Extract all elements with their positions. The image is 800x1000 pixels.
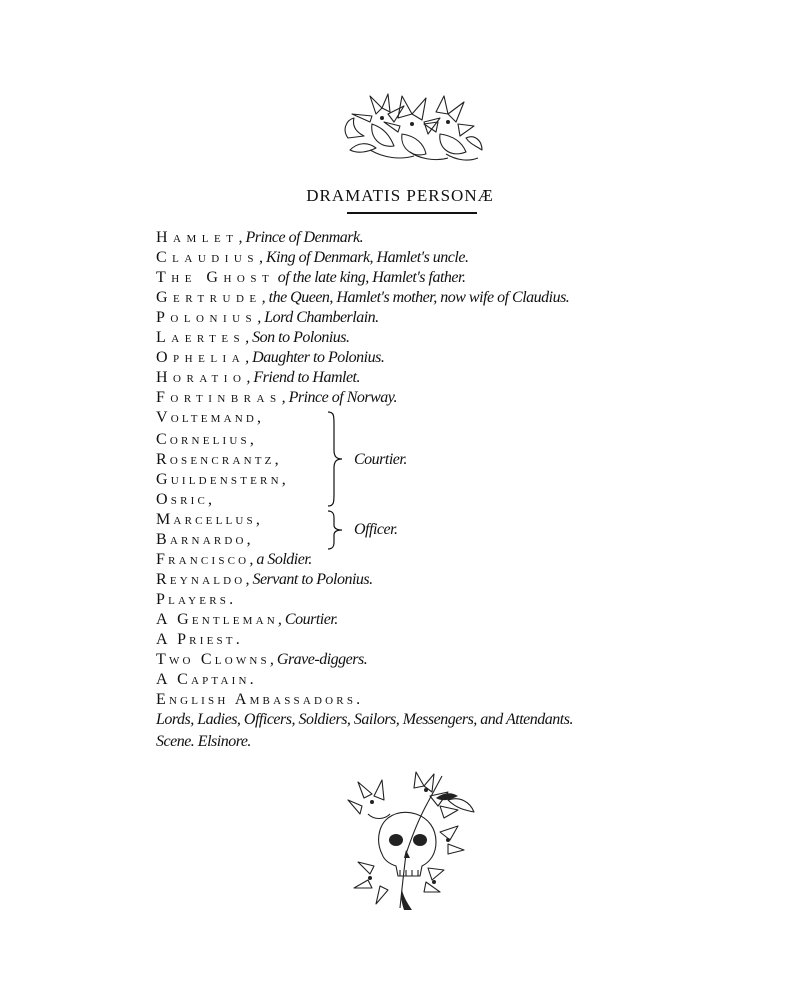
character-entry	[156, 328, 350, 348]
character-entry	[156, 550, 312, 570]
character-entry	[156, 490, 215, 510]
character-entry	[156, 470, 289, 490]
character-entry	[156, 368, 360, 388]
character-name: Osric,	[156, 491, 216, 508]
lily-flowers-ornament	[340, 92, 486, 166]
character-entry	[156, 288, 569, 308]
character-description: , Grave-diggers.	[269, 651, 368, 668]
character-description: , a Soldier.	[249, 551, 312, 568]
character-name: Laertes	[156, 329, 246, 346]
character-name: Polonius	[156, 309, 258, 326]
character-description: , Lord Chamberlain.	[257, 309, 379, 326]
character-name: The Ghost	[156, 269, 275, 286]
character-name: Players.	[156, 591, 237, 608]
character-entry	[156, 650, 367, 670]
courtiers-brace	[326, 410, 348, 508]
character-name: Voltemand,	[156, 409, 265, 426]
character-description: , Courtier.	[277, 611, 338, 628]
character-name: English Ambassadors.	[156, 691, 364, 708]
character-description: , Prince of Norway.	[281, 389, 397, 406]
character-entry	[156, 530, 254, 550]
character-name: Barnardo,	[156, 531, 254, 548]
character-description: , the Queen, Hamlet's mother, now wife of Claudius.	[261, 289, 570, 306]
character-name: Horatio	[156, 369, 247, 386]
character-description: , Prince of Denmark.	[238, 229, 364, 246]
title-underline	[347, 212, 477, 214]
character-entry	[156, 570, 373, 590]
character-entry	[156, 308, 379, 328]
character-entry	[156, 450, 282, 470]
officers-brace	[326, 510, 348, 550]
character-description: , Servant to Polonius.	[245, 571, 373, 588]
character-entry	[156, 670, 257, 690]
character-name: Claudius	[156, 249, 259, 266]
character-description: of the late king, Hamlet's father.	[274, 269, 466, 286]
character-name: A Gentleman	[156, 611, 278, 628]
character-name: Rosencrantz,	[156, 451, 282, 468]
character-description: , Daughter to Polonius.	[245, 349, 385, 366]
character-entry	[156, 510, 263, 530]
character-name: Two Clowns	[156, 651, 270, 668]
character-entry	[156, 690, 363, 710]
character-name: Marcellus,	[156, 511, 264, 528]
scene-line: Scene. Elsinore.	[156, 733, 251, 750]
page-title: DRAMATIS PERSONÆ	[306, 186, 494, 205]
character-entry	[156, 268, 465, 288]
character-name: Reynaldo	[156, 571, 246, 588]
character-entry	[156, 610, 338, 630]
character-name: Guildenstern,	[156, 471, 289, 488]
character-entry	[156, 228, 363, 248]
character-name: A Priest.	[156, 631, 243, 648]
character-name: Hamlet	[156, 229, 239, 246]
character-entry	[156, 248, 468, 268]
character-name: Gertrude	[156, 289, 262, 306]
attendants-line: Lords, Ladies, Officers, Soldiers, Sailors, Messengers, and Attendants.	[156, 711, 573, 728]
character-name: A Captain.	[156, 671, 257, 688]
skull-with-lilies-ornament	[344, 770, 480, 912]
character-description: , Son to Polonius.	[245, 329, 350, 346]
character-entry	[156, 590, 236, 610]
character-name: Cornelius,	[156, 431, 258, 448]
officers-label: Officer.	[354, 521, 398, 538]
character-entry	[156, 630, 243, 650]
character-entry	[156, 388, 397, 408]
character-description: , King of Denmark, Hamlet's uncle.	[258, 249, 469, 266]
courtiers-label: Courtier.	[354, 451, 407, 468]
character-description: , Friend to Hamlet.	[246, 369, 360, 386]
character-name: Fortinbras	[156, 389, 282, 406]
character-entry	[156, 430, 257, 450]
character-entry	[156, 408, 264, 428]
character-name: Ophelia	[156, 349, 246, 366]
character-entry	[156, 348, 384, 368]
character-name: Francisco	[156, 551, 250, 568]
